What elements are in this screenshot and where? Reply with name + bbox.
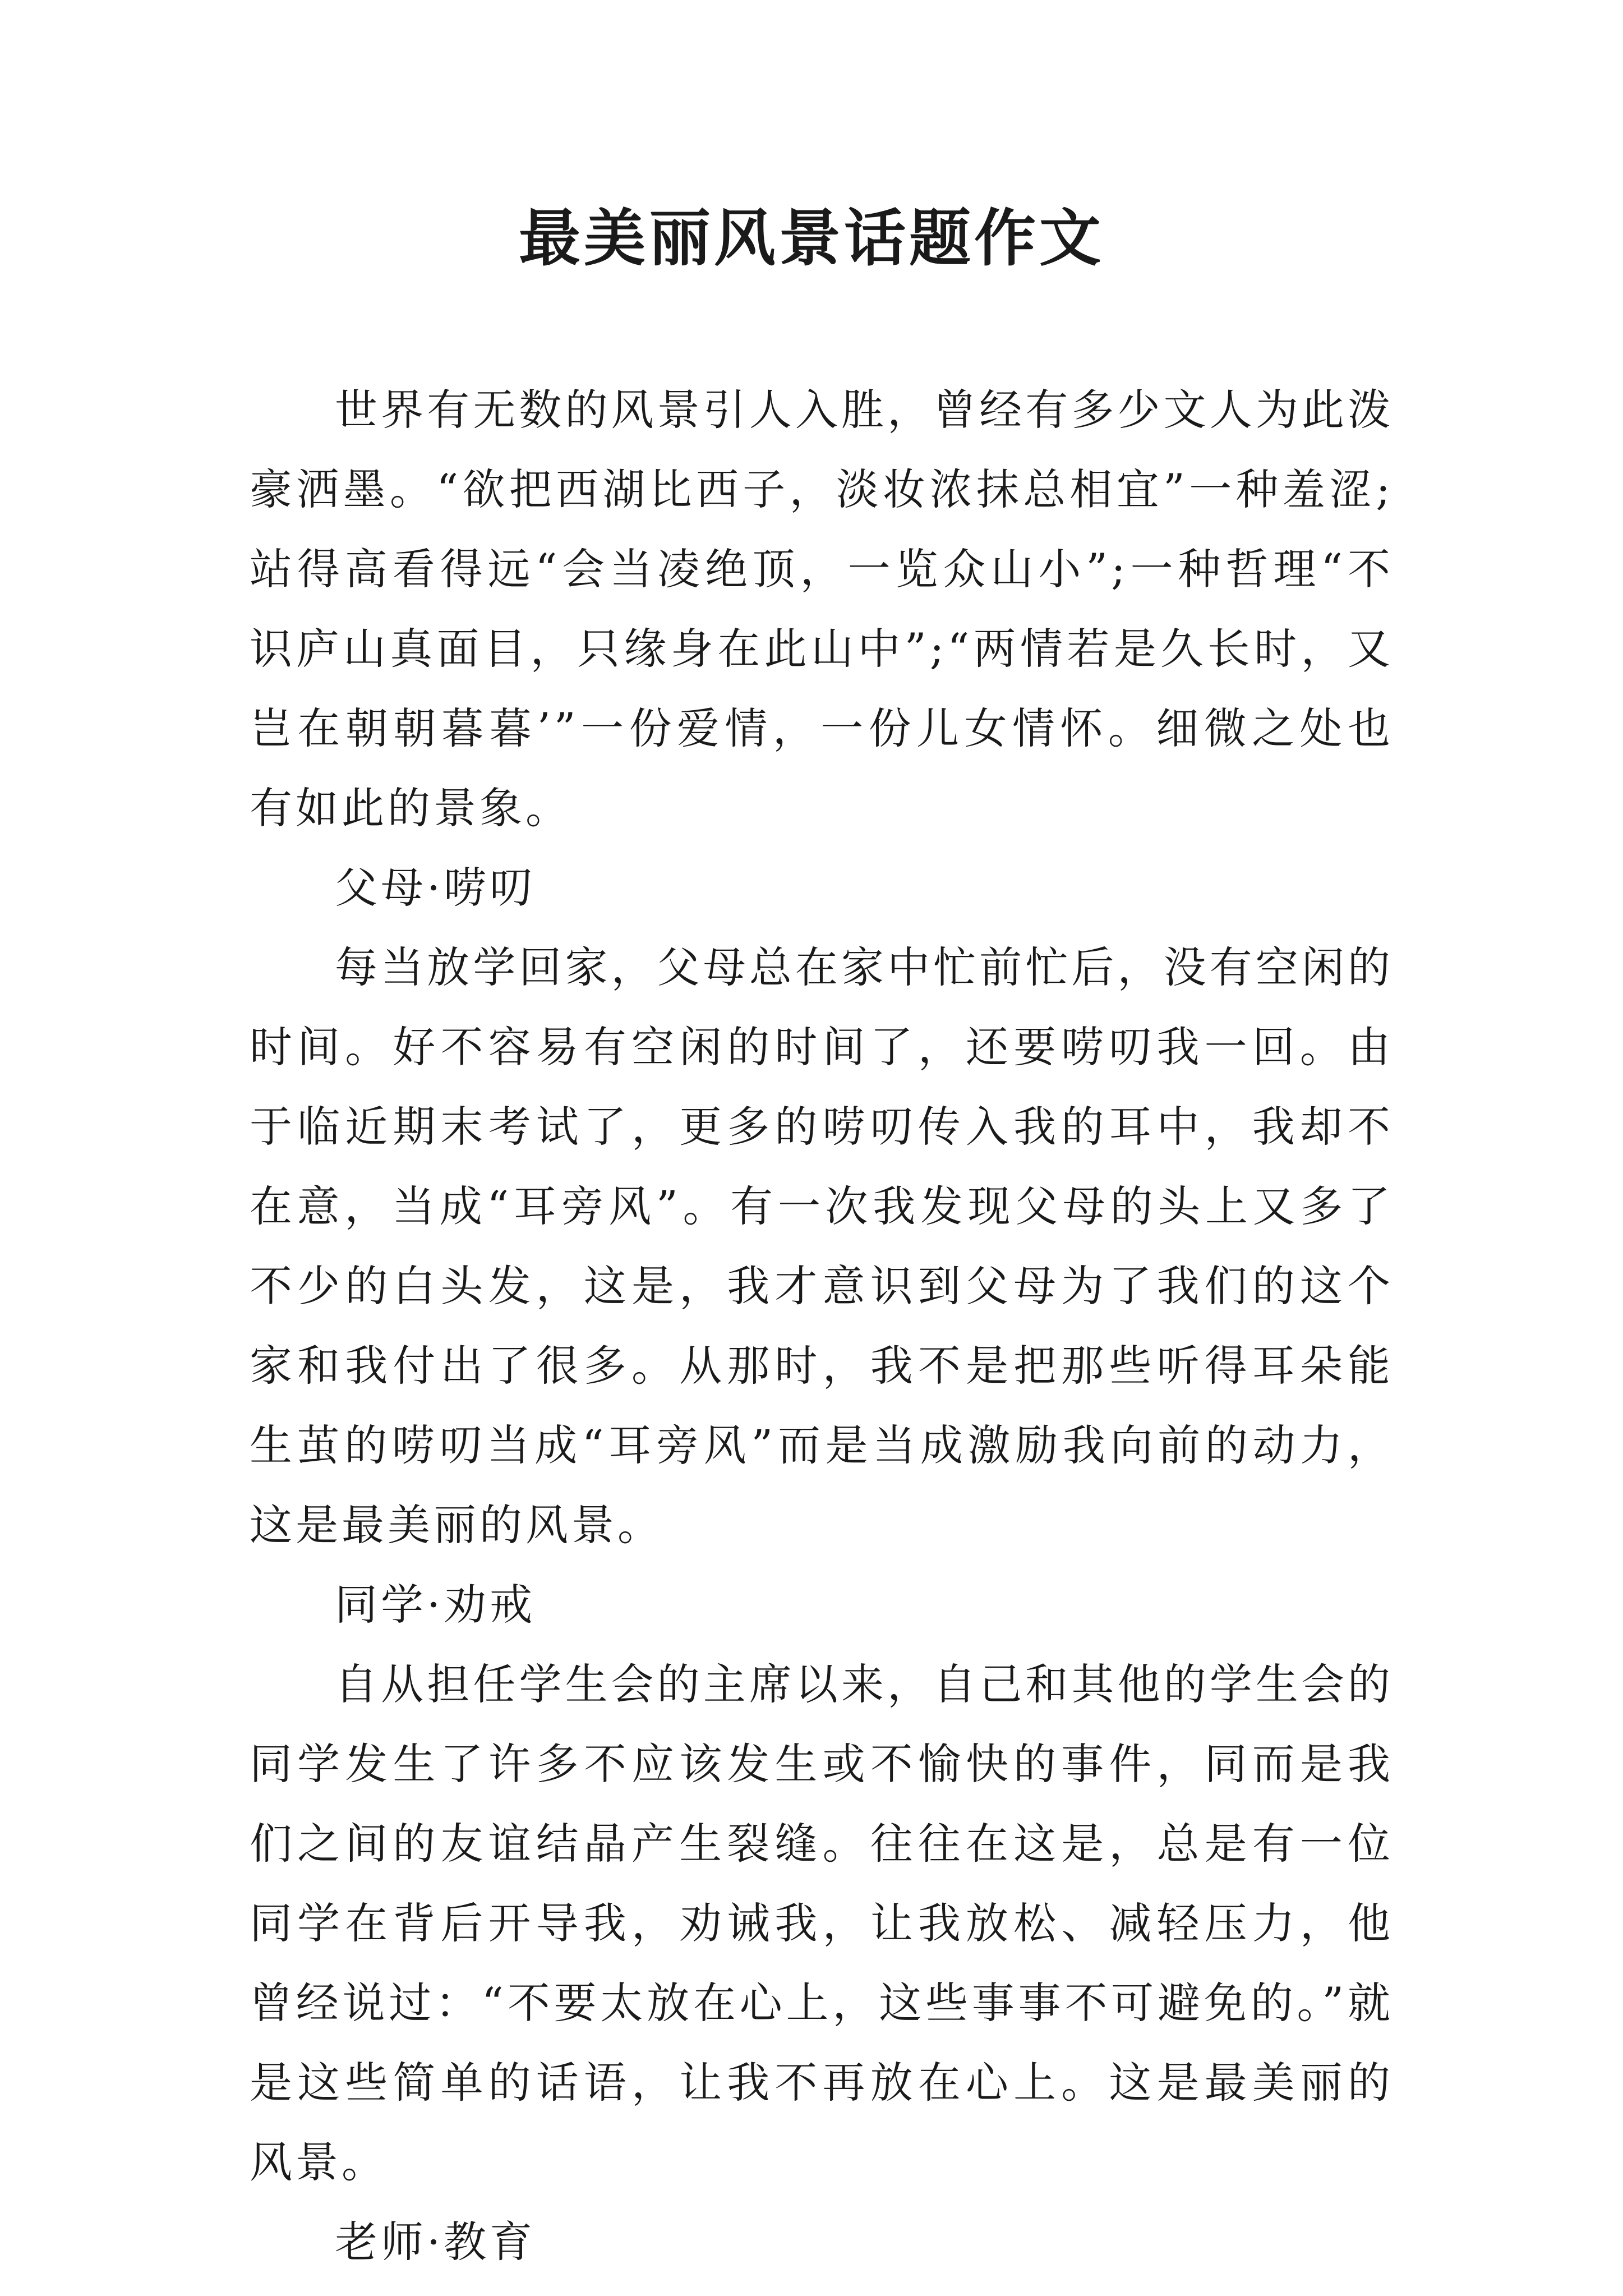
section-heading-parents: 父母·唠叨 — [335, 863, 536, 913]
section-heading-classmates: 同学·劝戒 — [335, 1580, 536, 1630]
section-heading-teacher: 老师·教育 — [335, 2217, 536, 2267]
paragraph-intro: 世界有无数的风景引人入胜，曾经有多少文人为此泼豪洒墨。“欲把西湖比西子，淡妆浓抹总相宜”一种羞涩;站得高看得远“会当凌绝顶，一览众山小”;一种哲理“不识庐山真面目，只缘身在此山中”;“两情若是久长时，又岂在朝朝暮暮’”一份爱情，一份儿女情怀。细微之处也有如此的景象。 — [250, 385, 1394, 833]
document-title: 最美丽风景话题作文 — [519, 202, 1104, 274]
paragraph-parents: 每当放学回家，父母总在家中忙前忙后，没有空闲的时间。好不容易有空闲的时间了，还要唠叨我一回。由于临近期末考试了，更多的唠叨传入我的耳中，我却不在意，当成“耳旁风”。有一次我发现父母的头上又多了不少的白头发，这是，我才意识到父母为了我们的这个家和我付出了很多。从那时，我不是把那些听得耳朵能生茧的唠叨当成“耳旁风”而是当成激励我向前的动力，这是最美丽的风景。 — [250, 942, 1394, 1550]
paragraph-classmates: 自从担任学生会的主席以来，自己和其他的学生会的同学发生了许多不应该发生或不愉快的事件，同而是我们之间的友谊结晶产生裂缝。往往在这是，总是有一位同学在背后开导我，劝诫我，让我放松、减轻压力，他曾经说过：“不要太放在心上，这些事事不可避免的。”就是这些简单的话语，让我不再放在心上。这是最美丽的风景。 — [250, 1659, 1394, 2187]
document-body — [250, 370, 1394, 2282]
